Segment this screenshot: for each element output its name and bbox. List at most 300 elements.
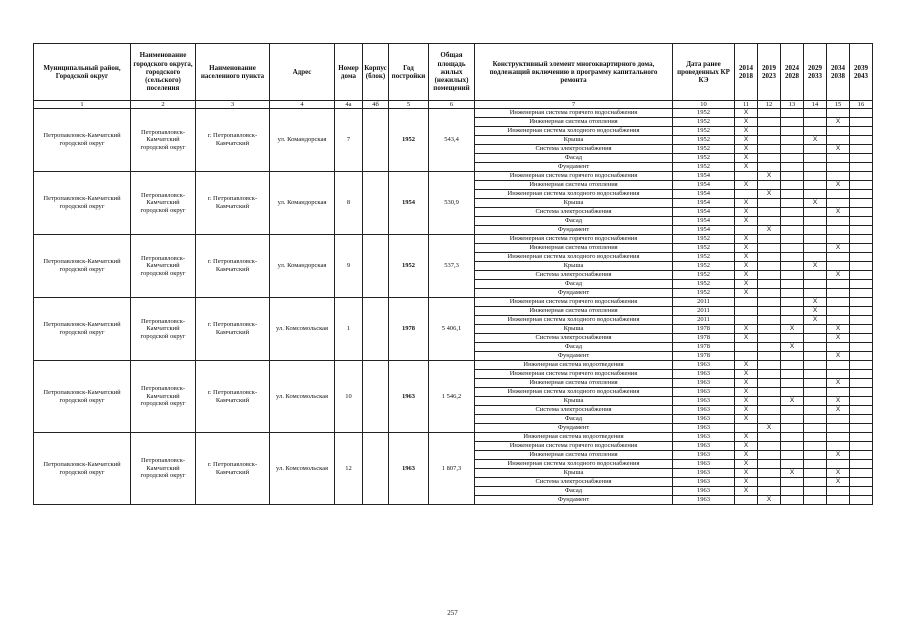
period-mark-cell bbox=[781, 253, 804, 262]
period-mark-cell: X bbox=[735, 271, 758, 280]
total-area-cell: 543,4 bbox=[429, 109, 475, 172]
period-mark-cell bbox=[804, 226, 827, 235]
previous-repair-date-cell: 1952 bbox=[673, 154, 735, 163]
structural-element-cell: Инженерная система отопления bbox=[475, 307, 673, 316]
structural-element-cell: Инженерная система отопления bbox=[475, 379, 673, 388]
previous-repair-date-cell: 1963 bbox=[673, 478, 735, 487]
address-cell: ул. Комсомольская bbox=[270, 361, 335, 433]
period-mark-cell bbox=[850, 190, 873, 199]
structural-element-cell: Инженерная система горячего водоснабжения bbox=[475, 235, 673, 244]
structural-element-cell: Крыша bbox=[475, 199, 673, 208]
period-mark-cell bbox=[827, 163, 850, 172]
structural-element-cell: Инженерная система горячего водоснабжения bbox=[475, 172, 673, 181]
period-mark-cell: X bbox=[735, 334, 758, 343]
col-header-address: Адрес bbox=[270, 44, 335, 101]
period-mark-cell bbox=[804, 352, 827, 361]
structural-element-cell: Фасад bbox=[475, 217, 673, 226]
district-cell: Петропавловск-Камчатский городской округ bbox=[34, 361, 131, 433]
structural-element-cell: Инженерная система горячего водоснабжения bbox=[475, 109, 673, 118]
period-mark-cell bbox=[804, 388, 827, 397]
house-number-cell: 10 bbox=[335, 361, 363, 433]
period-mark-cell: X bbox=[735, 136, 758, 145]
period-mark-cell: X bbox=[735, 262, 758, 271]
period-mark-cell bbox=[758, 298, 781, 307]
structural-element-cell: Крыша bbox=[475, 262, 673, 271]
table-row bbox=[34, 235, 873, 244]
period-mark-cell bbox=[804, 361, 827, 370]
period-mark-cell bbox=[781, 406, 804, 415]
col-number: 2 bbox=[131, 101, 196, 109]
structural-element-cell: Фундамент bbox=[475, 226, 673, 235]
period-mark-cell bbox=[758, 325, 781, 334]
period-mark-cell bbox=[827, 424, 850, 433]
period-mark-cell bbox=[804, 217, 827, 226]
structural-element-cell: Фасад bbox=[475, 154, 673, 163]
period-mark-cell bbox=[758, 145, 781, 154]
period-mark-cell bbox=[850, 181, 873, 190]
period-mark-cell: X bbox=[781, 325, 804, 334]
block-cell bbox=[363, 109, 389, 172]
header-row bbox=[34, 44, 873, 101]
structural-element-cell: Фундамент bbox=[475, 424, 673, 433]
locality-cell: г. Петропавловск-Камчатский bbox=[196, 172, 270, 235]
period-mark-cell: X bbox=[804, 262, 827, 271]
structural-element-cell: Инженерная система горячего водоснабжения bbox=[475, 298, 673, 307]
col-header-period-2029-2033: 2029 2033 bbox=[804, 44, 827, 101]
period-mark-cell: X bbox=[735, 208, 758, 217]
block-cell bbox=[363, 433, 389, 505]
period-mark-cell bbox=[804, 181, 827, 190]
address-cell: ул. Комсомольская bbox=[270, 433, 335, 505]
period-mark-cell bbox=[781, 307, 804, 316]
period-mark-cell: X bbox=[735, 199, 758, 208]
previous-repair-date-cell: 1954 bbox=[673, 199, 735, 208]
settlement-cell: Петропавловск-Камчатский городской округ bbox=[131, 235, 196, 298]
period-mark-cell bbox=[827, 253, 850, 262]
period-mark-cell bbox=[850, 397, 873, 406]
period-mark-cell: X bbox=[735, 163, 758, 172]
period-mark-cell bbox=[781, 289, 804, 298]
period-mark-cell bbox=[827, 487, 850, 496]
period-mark-cell bbox=[827, 361, 850, 370]
previous-repair-date-cell: 1963 bbox=[673, 433, 735, 442]
period-mark-cell: X bbox=[735, 469, 758, 478]
structural-element-cell: Фасад bbox=[475, 280, 673, 289]
locality-cell: г. Петропавловск-Камчатский bbox=[196, 109, 270, 172]
structural-element-cell: Фундамент bbox=[475, 163, 673, 172]
previous-repair-date-cell: 1952 bbox=[673, 235, 735, 244]
previous-repair-date-cell: 2011 bbox=[673, 316, 735, 325]
col-header-block: Корпус (блок) bbox=[363, 44, 389, 101]
period-mark-cell bbox=[781, 235, 804, 244]
period-mark-cell: X bbox=[758, 496, 781, 505]
period-mark-cell: X bbox=[758, 424, 781, 433]
year-built-cell: 1952 bbox=[389, 109, 429, 172]
period-mark-cell bbox=[781, 451, 804, 460]
period-mark-cell: X bbox=[735, 397, 758, 406]
period-mark-cell: X bbox=[735, 289, 758, 298]
previous-repair-date-cell: 1952 bbox=[673, 136, 735, 145]
previous-repair-date-cell: 1952 bbox=[673, 145, 735, 154]
period-mark-cell bbox=[804, 163, 827, 172]
period-mark-cell bbox=[827, 217, 850, 226]
locality-cell: г. Петропавловск-Камчатский bbox=[196, 433, 270, 505]
previous-repair-date-cell: 1963 bbox=[673, 496, 735, 505]
period-mark-cell bbox=[735, 352, 758, 361]
period-mark-cell bbox=[827, 343, 850, 352]
total-area-cell: 1 807,3 bbox=[429, 433, 475, 505]
period-mark-cell bbox=[850, 469, 873, 478]
col-header-previous-repair-date: Дата ранее проведенных КР КЭ bbox=[673, 44, 735, 101]
period-mark-cell bbox=[850, 370, 873, 379]
period-mark-cell bbox=[781, 316, 804, 325]
previous-repair-date-cell: 1963 bbox=[673, 397, 735, 406]
period-mark-cell bbox=[804, 442, 827, 451]
period-mark-cell bbox=[758, 397, 781, 406]
period-mark-cell: X bbox=[735, 433, 758, 442]
period-mark-cell bbox=[781, 118, 804, 127]
period-mark-cell bbox=[827, 226, 850, 235]
period-mark-cell bbox=[850, 352, 873, 361]
period-mark-cell bbox=[781, 127, 804, 136]
period-mark-cell bbox=[781, 352, 804, 361]
structural-element-cell: Инженерная система водоотведения bbox=[475, 361, 673, 370]
period-mark-cell bbox=[850, 235, 873, 244]
structural-element-cell: Фасад bbox=[475, 487, 673, 496]
period-mark-cell bbox=[827, 280, 850, 289]
period-mark-cell bbox=[827, 109, 850, 118]
period-mark-cell: X bbox=[804, 136, 827, 145]
period-mark-cell bbox=[781, 334, 804, 343]
period-mark-cell: X bbox=[735, 442, 758, 451]
period-mark-cell bbox=[758, 361, 781, 370]
period-mark-cell bbox=[804, 415, 827, 424]
period-mark-cell bbox=[850, 433, 873, 442]
previous-repair-date-cell: 2011 bbox=[673, 307, 735, 316]
period-mark-cell bbox=[850, 460, 873, 469]
structural-element-cell: Инженерная система водоотведения bbox=[475, 433, 673, 442]
period-mark-cell bbox=[850, 154, 873, 163]
period-mark-cell: X bbox=[827, 478, 850, 487]
period-mark-cell: X bbox=[735, 118, 758, 127]
previous-repair-date-cell: 1963 bbox=[673, 469, 735, 478]
district-cell: Петропавловск-Камчатский городской округ bbox=[34, 235, 131, 298]
period-mark-cell bbox=[758, 109, 781, 118]
period-mark-cell: X bbox=[827, 352, 850, 361]
period-mark-cell bbox=[758, 316, 781, 325]
previous-repair-date-cell: 1963 bbox=[673, 361, 735, 370]
period-mark-cell bbox=[850, 442, 873, 451]
period-mark-cell bbox=[827, 190, 850, 199]
period-mark-cell bbox=[850, 127, 873, 136]
period-mark-cell bbox=[781, 361, 804, 370]
structural-element-cell: Крыша bbox=[475, 136, 673, 145]
block-cell bbox=[363, 172, 389, 235]
period-mark-cell bbox=[781, 433, 804, 442]
period-mark-cell: X bbox=[827, 451, 850, 460]
period-mark-cell bbox=[827, 136, 850, 145]
period-mark-cell bbox=[850, 487, 873, 496]
previous-repair-date-cell: 1952 bbox=[673, 127, 735, 136]
period-mark-cell: X bbox=[735, 181, 758, 190]
previous-repair-date-cell: 1963 bbox=[673, 415, 735, 424]
period-mark-cell: X bbox=[827, 145, 850, 154]
col-header-period-2039-2043: 2039 2043 bbox=[850, 44, 873, 101]
period-mark-cell bbox=[827, 316, 850, 325]
period-mark-cell bbox=[758, 127, 781, 136]
period-mark-cell bbox=[804, 424, 827, 433]
period-mark-cell bbox=[827, 298, 850, 307]
col-number: 4 bbox=[270, 101, 335, 109]
period-mark-cell bbox=[850, 496, 873, 505]
period-mark-cell bbox=[758, 154, 781, 163]
period-mark-cell bbox=[850, 208, 873, 217]
house-number-cell: 8 bbox=[335, 172, 363, 235]
period-mark-cell bbox=[804, 370, 827, 379]
structural-element-cell: Крыша bbox=[475, 397, 673, 406]
period-mark-cell bbox=[827, 127, 850, 136]
col-header-period-2034-2038: 2034 2038 bbox=[827, 44, 850, 101]
period-mark-cell bbox=[781, 244, 804, 253]
period-mark-cell: X bbox=[735, 388, 758, 397]
period-mark-cell: X bbox=[827, 397, 850, 406]
previous-repair-date-cell: 1954 bbox=[673, 172, 735, 181]
previous-repair-date-cell: 1978 bbox=[673, 352, 735, 361]
period-mark-cell bbox=[827, 370, 850, 379]
period-mark-cell bbox=[827, 289, 850, 298]
period-mark-cell bbox=[758, 217, 781, 226]
previous-repair-date-cell: 1978 bbox=[673, 325, 735, 334]
col-number: 4б bbox=[363, 101, 389, 109]
period-mark-cell bbox=[758, 415, 781, 424]
period-mark-cell bbox=[850, 424, 873, 433]
previous-repair-date-cell: 1952 bbox=[673, 280, 735, 289]
address-cell: ул. Командорская bbox=[270, 172, 335, 235]
col-header-locality: Наименование населенного пункта bbox=[196, 44, 270, 101]
period-mark-cell bbox=[781, 208, 804, 217]
period-mark-cell: X bbox=[735, 244, 758, 253]
period-mark-cell bbox=[804, 172, 827, 181]
period-mark-cell bbox=[827, 172, 850, 181]
period-mark-cell bbox=[804, 406, 827, 415]
period-mark-cell bbox=[804, 397, 827, 406]
period-mark-cell: X bbox=[827, 244, 850, 253]
settlement-cell: Петропавловск-Камчатский городской округ bbox=[131, 361, 196, 433]
previous-repair-date-cell: 1954 bbox=[673, 217, 735, 226]
previous-repair-date-cell: 1963 bbox=[673, 406, 735, 415]
period-mark-cell bbox=[735, 343, 758, 352]
period-mark-cell bbox=[850, 415, 873, 424]
period-mark-cell bbox=[781, 460, 804, 469]
period-mark-cell bbox=[804, 127, 827, 136]
period-mark-cell bbox=[758, 388, 781, 397]
year-built-cell: 1978 bbox=[389, 298, 429, 361]
period-mark-cell bbox=[804, 496, 827, 505]
total-area-cell: 5 406,1 bbox=[429, 298, 475, 361]
structural-element-cell: Инженерная система холодного водоснабжения bbox=[475, 253, 673, 262]
address-cell: ул. Командорская bbox=[270, 109, 335, 172]
block-cell bbox=[363, 235, 389, 298]
period-mark-cell bbox=[827, 307, 850, 316]
structural-element-cell: Инженерная система отопления bbox=[475, 451, 673, 460]
period-mark-cell bbox=[827, 442, 850, 451]
col-number: 15 bbox=[827, 101, 850, 109]
period-mark-cell bbox=[758, 253, 781, 262]
settlement-cell: Петропавловск-Камчатский городской округ bbox=[131, 109, 196, 172]
period-mark-cell bbox=[804, 460, 827, 469]
structural-element-cell: Инженерная система отопления bbox=[475, 244, 673, 253]
period-mark-cell bbox=[781, 217, 804, 226]
period-mark-cell bbox=[827, 433, 850, 442]
period-mark-cell bbox=[758, 181, 781, 190]
address-cell: ул. Комсомольская bbox=[270, 298, 335, 361]
period-mark-cell: X bbox=[735, 109, 758, 118]
period-mark-cell bbox=[758, 469, 781, 478]
locality-cell: г. Петропавловск-Камчатский bbox=[196, 361, 270, 433]
previous-repair-date-cell: 1954 bbox=[673, 208, 735, 217]
previous-repair-date-cell: 1952 bbox=[673, 262, 735, 271]
col-number: 13 bbox=[781, 101, 804, 109]
structural-element-cell: Фундамент bbox=[475, 352, 673, 361]
district-cell: Петропавловск-Камчатский городской округ bbox=[34, 298, 131, 361]
period-mark-cell bbox=[758, 343, 781, 352]
period-mark-cell bbox=[850, 145, 873, 154]
period-mark-cell bbox=[804, 280, 827, 289]
period-mark-cell bbox=[781, 226, 804, 235]
period-mark-cell bbox=[758, 433, 781, 442]
previous-repair-date-cell: 1963 bbox=[673, 487, 735, 496]
total-area-cell: 530,9 bbox=[429, 172, 475, 235]
period-mark-cell bbox=[758, 406, 781, 415]
period-mark-cell: X bbox=[804, 307, 827, 316]
period-mark-cell: X bbox=[735, 370, 758, 379]
period-mark-cell: X bbox=[735, 487, 758, 496]
period-mark-cell bbox=[758, 334, 781, 343]
period-mark-cell bbox=[758, 451, 781, 460]
period-mark-cell bbox=[827, 460, 850, 469]
period-mark-cell bbox=[781, 262, 804, 271]
period-mark-cell bbox=[850, 226, 873, 235]
house-number-cell: 1 bbox=[335, 298, 363, 361]
period-mark-cell bbox=[850, 289, 873, 298]
period-mark-cell bbox=[781, 424, 804, 433]
previous-repair-date-cell: 1963 bbox=[673, 370, 735, 379]
period-mark-cell bbox=[850, 343, 873, 352]
structural-element-cell: Инженерная система горячего водоснабжения bbox=[475, 442, 673, 451]
previous-repair-date-cell: 1952 bbox=[673, 109, 735, 118]
period-mark-cell bbox=[735, 172, 758, 181]
period-mark-cell bbox=[850, 361, 873, 370]
period-mark-cell bbox=[804, 289, 827, 298]
col-number: 5 bbox=[389, 101, 429, 109]
address-cell: ул. Командорская bbox=[270, 235, 335, 298]
structural-element-cell: Система электроснабжения bbox=[475, 208, 673, 217]
period-mark-cell bbox=[758, 478, 781, 487]
period-mark-cell bbox=[850, 451, 873, 460]
col-header-period-2014-2018: 2014 2018 bbox=[735, 44, 758, 101]
previous-repair-date-cell: 1963 bbox=[673, 451, 735, 460]
period-mark-cell bbox=[781, 280, 804, 289]
period-mark-cell bbox=[781, 442, 804, 451]
period-mark-cell bbox=[850, 109, 873, 118]
period-mark-cell bbox=[804, 478, 827, 487]
structural-element-cell: Фундамент bbox=[475, 496, 673, 505]
col-header-district: Муниципальный район, Городской округ bbox=[34, 44, 131, 101]
period-mark-cell bbox=[735, 496, 758, 505]
period-mark-cell bbox=[781, 154, 804, 163]
period-mark-cell bbox=[804, 253, 827, 262]
period-mark-cell bbox=[758, 352, 781, 361]
previous-repair-date-cell: 1963 bbox=[673, 442, 735, 451]
period-mark-cell bbox=[758, 118, 781, 127]
district-cell: Петропавловск-Камчатский городской округ bbox=[34, 172, 131, 235]
period-mark-cell bbox=[827, 496, 850, 505]
period-mark-cell bbox=[804, 145, 827, 154]
period-mark-cell bbox=[758, 199, 781, 208]
block-cell bbox=[363, 361, 389, 433]
year-built-cell: 1954 bbox=[389, 172, 429, 235]
structural-element-cell: Инженерная система холодного водоснабжения bbox=[475, 190, 673, 199]
period-mark-cell: X bbox=[827, 379, 850, 388]
table-row bbox=[34, 172, 873, 181]
previous-repair-date-cell: 1978 bbox=[673, 334, 735, 343]
previous-repair-date-cell: 1963 bbox=[673, 460, 735, 469]
block-cell bbox=[363, 298, 389, 361]
period-mark-cell bbox=[850, 244, 873, 253]
structural-element-cell: Инженерная система горячего водоснабжения bbox=[475, 370, 673, 379]
col-header-settlement: Наименование городского округа, городского (сельского) поселения bbox=[131, 44, 196, 101]
period-mark-cell: X bbox=[735, 235, 758, 244]
settlement-cell: Петропавловск-Камчатский городской округ bbox=[131, 172, 196, 235]
period-mark-cell bbox=[850, 163, 873, 172]
period-mark-cell: X bbox=[827, 118, 850, 127]
period-mark-cell bbox=[781, 172, 804, 181]
previous-repair-date-cell: 1954 bbox=[673, 190, 735, 199]
period-mark-cell bbox=[804, 379, 827, 388]
period-mark-cell bbox=[804, 469, 827, 478]
period-mark-cell: X bbox=[735, 145, 758, 154]
col-header-period-2019-2023: 2019 2023 bbox=[758, 44, 781, 101]
period-mark-cell bbox=[735, 307, 758, 316]
house-number-cell: 12 bbox=[335, 433, 363, 505]
period-mark-cell: X bbox=[827, 208, 850, 217]
col-number: 10 bbox=[673, 101, 735, 109]
period-mark-cell bbox=[850, 172, 873, 181]
structural-element-cell: Система электроснабжения bbox=[475, 145, 673, 154]
structural-element-cell: Фундамент bbox=[475, 289, 673, 298]
period-mark-cell: X bbox=[735, 361, 758, 370]
period-mark-cell bbox=[850, 271, 873, 280]
period-mark-cell: X bbox=[827, 469, 850, 478]
period-mark-cell bbox=[758, 442, 781, 451]
table-row bbox=[34, 361, 873, 370]
period-mark-cell bbox=[758, 307, 781, 316]
col-number: 6 bbox=[429, 101, 475, 109]
period-mark-cell bbox=[758, 487, 781, 496]
period-mark-cell bbox=[735, 226, 758, 235]
structural-element-cell: Инженерная система холодного водоснабжения bbox=[475, 127, 673, 136]
period-mark-cell bbox=[781, 370, 804, 379]
period-mark-cell: X bbox=[735, 379, 758, 388]
period-mark-cell bbox=[850, 307, 873, 316]
col-number: 16 bbox=[850, 101, 873, 109]
previous-repair-date-cell: 1963 bbox=[673, 388, 735, 397]
period-mark-cell: X bbox=[758, 172, 781, 181]
district-cell: Петропавловск-Камчатский городской округ bbox=[34, 433, 131, 505]
col-header-house-number: Номер дома bbox=[335, 44, 363, 101]
period-mark-cell bbox=[781, 163, 804, 172]
structural-element-cell: Система электроснабжения bbox=[475, 271, 673, 280]
